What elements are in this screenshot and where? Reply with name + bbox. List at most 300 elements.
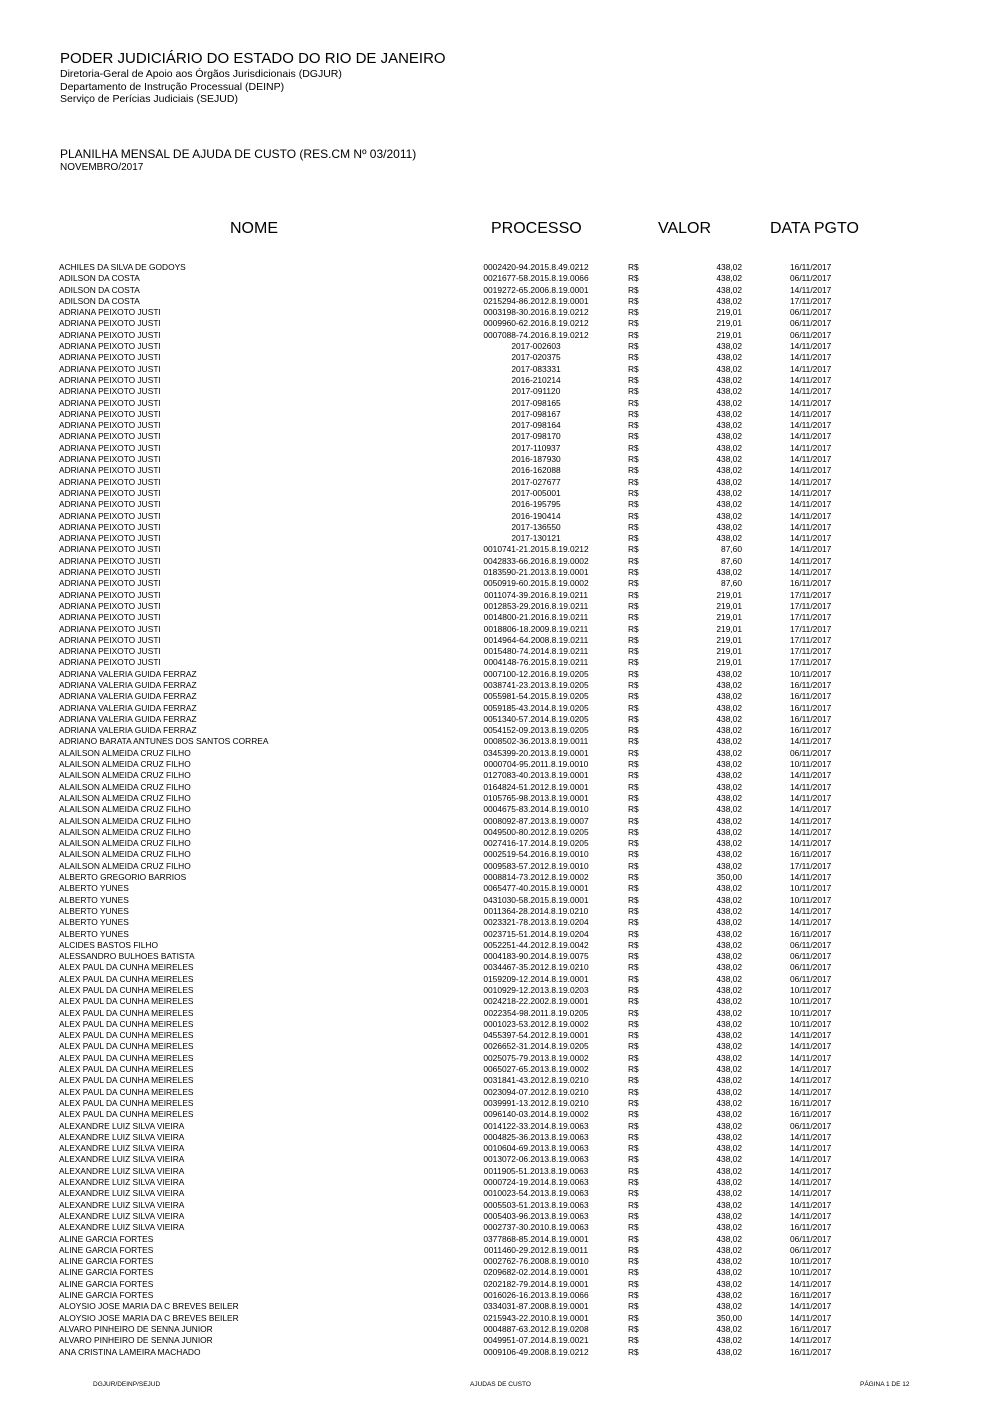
cell-data-pgto: 10/11/2017 [790, 759, 832, 770]
cell-currency: R$ [628, 510, 639, 521]
cell-nome: ALOYSIO JOSE MARIA DA C BREVES BEILER [59, 1301, 239, 1312]
cell-nome: ALBERTO YUNES [59, 894, 129, 905]
cell-data-pgto: 06/11/2017 [790, 1120, 832, 1131]
cell-currency: R$ [628, 725, 639, 736]
table-row [0, 1098, 1000, 1109]
cell-processo: 0215943-22.2010.8.19.0001 [483, 1312, 589, 1323]
cell-nome: ALEX PAUL DA CUNHA MEIRELES [59, 985, 194, 995]
cell-nome: ALEX PAUL DA CUNHA MEIRELES [59, 1052, 194, 1063]
cell-data-pgto: 17/11/2017 [790, 600, 832, 611]
table-row [0, 1211, 1000, 1222]
cell-valor: 438,02 [716, 917, 742, 928]
cell-data-pgto: 16/11/2017 [790, 1323, 832, 1334]
column-header-nome: NOME [230, 220, 278, 237]
cell-processo: 0164824-51.2012.8.19.0001 [483, 781, 589, 792]
cell-currency: R$ [628, 521, 639, 532]
cell-valor: 438,02 [716, 792, 742, 803]
table-row [0, 1200, 1000, 1211]
cell-processo: 0013072-06.2013.8.19.0063 [483, 1154, 589, 1165]
cell-currency: R$ [628, 634, 639, 645]
column-header-processo: PROCESSO [491, 220, 582, 237]
cell-processo: 0007100-12.2016.8.19.0205 [483, 668, 589, 679]
cell-nome: ALAILSON ALMEIDA CRUZ FILHO [59, 759, 191, 770]
cell-valor: 438,02 [716, 1199, 742, 1210]
cell-data-pgto: 16/11/2017 [790, 928, 832, 939]
cell-nome: ADRIANA PEIXOTO JUSTI [59, 487, 161, 498]
cell-processo: 0034467-35.2012.8.19.0210 [483, 962, 589, 973]
cell-data-pgto: 10/11/2017 [790, 1256, 832, 1267]
cell-valor: 438,02 [716, 386, 742, 397]
cell-data-pgto: 06/11/2017 [790, 951, 832, 962]
table-row [0, 736, 1000, 747]
cell-processo: 2017-020375 [511, 352, 561, 363]
cell-valor: 219,01 [716, 589, 742, 600]
cell-processo: 2017-098165 [511, 397, 561, 408]
cell-data-pgto: 10/11/2017 [790, 1007, 832, 1018]
cell-currency: R$ [628, 487, 639, 498]
cell-valor: 438,02 [716, 1007, 742, 1018]
cell-valor: 438,02 [716, 815, 742, 826]
cell-data-pgto: 14/11/2017 [790, 1154, 832, 1165]
table-row [0, 804, 1000, 815]
cell-nome: ADRIANA PEIXOTO JUSTI [59, 499, 161, 510]
cell-nome: ALEXANDRE LUIZ SILVA VIEIRA [59, 1131, 185, 1142]
cell-valor: 438,02 [716, 1256, 742, 1267]
table-row [0, 1177, 1000, 1188]
table-row [0, 816, 1000, 827]
cell-processo: 0011364-28.2014.8.19.0210 [483, 905, 589, 916]
cell-data-pgto: 17/11/2017 [790, 646, 832, 657]
cell-data-pgto: 14/11/2017 [790, 284, 832, 295]
cell-currency: R$ [628, 318, 639, 329]
cell-processo: 0014122-33.2014.8.19.0063 [483, 1120, 589, 1131]
cell-currency: R$ [628, 397, 639, 408]
cell-nome: ADRIANA VALERIA GUIDA FERRAZ [59, 713, 197, 724]
cell-currency: R$ [628, 792, 639, 803]
table-row [0, 1030, 1000, 1041]
cell-processo: 0105765-98.2013.8.19.0001 [483, 792, 589, 803]
cell-nome: ALEXANDRE LUIZ SILVA VIEIRA [59, 1165, 185, 1176]
cell-data-pgto: 14/11/2017 [790, 1301, 832, 1312]
footer-document-name: AJUDAS DE CUSTO [470, 1381, 531, 1388]
cell-valor: 438,02 [716, 1120, 742, 1131]
cell-valor: 438,02 [716, 973, 742, 984]
cell-nome: ALINE GARCIA FORTES [59, 1244, 154, 1255]
cell-processo: 0014964-64.2008.8.19.0211 [483, 634, 589, 645]
cell-data-pgto: 14/11/2017 [790, 465, 832, 476]
cell-nome: ADRIANA PEIXOTO JUSTI [59, 352, 161, 363]
cell-processo: 0002762-76.2008.8.19.0010 [483, 1256, 589, 1267]
cell-currency: R$ [628, 1109, 639, 1120]
cell-data-pgto: 06/11/2017 [790, 962, 832, 973]
table-row [0, 1290, 1000, 1301]
cell-nome: ALEX PAUL DA CUNHA MEIRELES [59, 1109, 194, 1120]
cell-valor: 87,60 [721, 544, 742, 555]
cell-valor: 87,60 [721, 578, 742, 589]
payment-table [0, 262, 1000, 1358]
table-row [0, 782, 1000, 793]
cell-nome: ADRIANA PEIXOTO JUSTI [59, 386, 161, 397]
cell-data-pgto: 14/11/2017 [790, 567, 832, 578]
cell-valor: 438,02 [716, 397, 742, 408]
cell-nome: ADRIANA PEIXOTO JUSTI [59, 476, 161, 487]
cell-data-pgto: 06/11/2017 [790, 1244, 832, 1255]
cell-nome: ADRIANA PEIXOTO JUSTI [59, 420, 161, 431]
cell-valor: 219,01 [716, 657, 742, 668]
cell-processo: 2016-162088 [511, 465, 561, 476]
cell-currency: R$ [628, 1064, 639, 1075]
cell-currency: R$ [628, 589, 639, 600]
cell-currency: R$ [628, 1097, 639, 1108]
table-row [0, 511, 1000, 522]
cell-processo: 0004675-83.2014.8.19.0010 [483, 804, 589, 815]
cell-data-pgto: 16/11/2017 [790, 849, 832, 860]
cell-nome: ALBERTO YUNES [59, 917, 129, 928]
cell-currency: R$ [628, 578, 639, 589]
table-row [0, 996, 1000, 1007]
cell-nome: ALAILSON ALMEIDA CRUZ FILHO [59, 747, 191, 758]
cell-valor: 438,02 [716, 1165, 742, 1176]
cell-processo: 0011905-51.2013.8.19.0063 [483, 1165, 589, 1176]
table-row [0, 477, 1000, 488]
cell-currency: R$ [628, 1244, 639, 1255]
cell-processo: 0000704-95.2011.8.19.0010 [483, 759, 589, 770]
table-row [0, 680, 1000, 691]
cell-nome: ADRIANA PEIXOTO JUSTI [59, 510, 161, 521]
cell-valor: 438,02 [716, 1109, 742, 1120]
table-row [0, 488, 1000, 499]
cell-nome: ALAILSON ALMEIDA CRUZ FILHO [59, 849, 191, 860]
cell-nome: ALBERTO YUNES [59, 883, 129, 894]
cell-data-pgto: 06/11/2017 [790, 273, 832, 284]
cell-processo: 0018806-18.2009.8.19.0211 [483, 623, 589, 634]
footer-department: DGJUR/DEINP/SEJUD [93, 1381, 161, 1388]
cell-processo: 0039991-13.2012.8.19.0210 [483, 1097, 589, 1108]
table-row [0, 1053, 1000, 1064]
table-row [0, 1154, 1000, 1165]
cell-valor: 438,02 [716, 826, 742, 837]
table-row [0, 465, 1000, 476]
table-row [0, 454, 1000, 465]
table-row [0, 262, 1000, 273]
cell-data-pgto: 17/11/2017 [790, 589, 832, 600]
cell-processo: 0010741-21.2015.8.19.0212 [483, 544, 589, 555]
cell-valor: 438,02 [716, 905, 742, 916]
cell-processo: 0022354-98.2011.8.19.0205 [483, 1007, 589, 1018]
cell-valor: 438,02 [716, 668, 742, 679]
table-row [0, 759, 1000, 770]
cell-processo: 0003198-30.2016.8.19.0212 [483, 307, 589, 318]
cell-processo: 2017-091120 [511, 386, 561, 397]
cell-data-pgto: 14/11/2017 [790, 420, 832, 431]
table-row [0, 1256, 1000, 1267]
cell-currency: R$ [628, 883, 639, 894]
cell-currency: R$ [628, 1177, 639, 1188]
table-row [0, 1075, 1000, 1086]
cell-currency: R$ [628, 1312, 639, 1323]
cell-data-pgto: 17/11/2017 [790, 860, 832, 871]
table-row [0, 544, 1000, 555]
cell-valor: 438,02 [716, 1131, 742, 1142]
table-row [0, 703, 1000, 714]
org-title: PODER JUDICIÁRIO DO ESTADO DO RIO DE JANEIRO [60, 50, 446, 67]
cell-currency: R$ [628, 1256, 639, 1267]
cell-valor: 438,02 [716, 1064, 742, 1075]
cell-currency: R$ [628, 781, 639, 792]
cell-valor: 438,02 [716, 996, 742, 1007]
cell-data-pgto: 16/11/2017 [790, 578, 832, 589]
table-row [0, 375, 1000, 386]
cell-data-pgto: 06/11/2017 [790, 973, 832, 984]
cell-nome: ALBERTO YUNES [59, 928, 129, 939]
cell-currency: R$ [628, 962, 639, 973]
cell-valor: 438,02 [716, 1177, 742, 1188]
table-row [0, 827, 1000, 838]
table-row [0, 929, 1000, 940]
table-row [0, 307, 1000, 318]
cell-processo: 0023094-07.2012.8.19.0210 [483, 1086, 589, 1097]
table-row [0, 1041, 1000, 1052]
table-row [0, 838, 1000, 849]
cell-valor: 219,01 [716, 600, 742, 611]
cell-processo: 0042833-66.2016.8.19.0002 [483, 555, 589, 566]
table-row [0, 386, 1000, 397]
table-row [0, 917, 1000, 928]
table-row [0, 985, 1000, 996]
cell-data-pgto: 14/11/2017 [790, 442, 832, 453]
cell-processo: 0004183-90.2014.8.19.0075 [483, 951, 589, 962]
cell-processo: 0025075-79.2013.8.19.0002 [483, 1052, 589, 1063]
cell-currency: R$ [628, 917, 639, 928]
cell-currency: R$ [628, 872, 639, 883]
table-row [0, 1087, 1000, 1098]
cell-currency: R$ [628, 533, 639, 544]
cell-processo: 0215294-86.2012.8.19.0001 [483, 295, 589, 306]
cell-nome: ADRIANA PEIXOTO JUSTI [59, 634, 161, 645]
cell-nome: ADRIANA VALERIA GUIDA FERRAZ [59, 679, 197, 690]
cell-processo: 0209682-02.2014.8.19.0001 [483, 1267, 589, 1278]
cell-nome: ADRIANA PEIXOTO JUSTI [59, 329, 161, 340]
cell-valor: 438,02 [716, 1335, 742, 1346]
cell-nome: ADRIANA PEIXOTO JUSTI [59, 363, 161, 374]
table-row [0, 940, 1000, 951]
cell-valor: 219,01 [716, 318, 742, 329]
cell-currency: R$ [628, 499, 639, 510]
document-header [60, 50, 446, 106]
cell-data-pgto: 14/11/2017 [790, 1052, 832, 1063]
cell-valor: 438,02 [716, 363, 742, 374]
cell-currency: R$ [628, 1030, 639, 1041]
cell-nome: ADRIANA PEIXOTO JUSTI [59, 318, 161, 329]
cell-processo: 2017-002603 [511, 341, 561, 352]
cell-processo: 0001023-53.2012.8.19.0002 [483, 1018, 589, 1029]
table-row [0, 1166, 1000, 1177]
cell-data-pgto: 14/11/2017 [790, 533, 832, 544]
cell-processo: 0015480-74.2014.8.19.0211 [483, 646, 589, 657]
cell-nome: ALEXANDRE LUIZ SILVA VIEIRA [59, 1188, 185, 1199]
cell-valor: 438,02 [716, 442, 742, 453]
cell-nome: ADRIANA PEIXOTO JUSTI [59, 341, 161, 352]
cell-nome: ADRIANA PEIXOTO JUSTI [59, 307, 161, 318]
table-row [0, 1064, 1000, 1075]
cell-currency: R$ [628, 1154, 639, 1165]
cell-valor: 438,02 [716, 1323, 742, 1334]
cell-data-pgto: 10/11/2017 [790, 996, 832, 1007]
table-row [0, 533, 1000, 544]
cell-valor: 438,02 [716, 1188, 742, 1199]
cell-processo: 0334031-87.2008.8.19.0001 [483, 1301, 589, 1312]
cell-data-pgto: 14/11/2017 [790, 374, 832, 385]
cell-nome: ACHILES DA SILVA DE GODOYS [59, 262, 186, 272]
cell-valor: 438,02 [716, 284, 742, 295]
cell-processo: 0012853-29.2016.8.19.0211 [483, 600, 589, 611]
cell-valor: 438,02 [716, 465, 742, 476]
cell-data-pgto: 14/11/2017 [790, 736, 832, 747]
cell-processo: 0065027-65.2013.8.19.0002 [483, 1064, 589, 1075]
cell-nome: ALAILSON ALMEIDA CRUZ FILHO [59, 804, 191, 815]
cell-valor: 438,02 [716, 759, 742, 770]
cell-nome: ADRIANA PEIXOTO JUSTI [59, 623, 161, 634]
cell-currency: R$ [628, 555, 639, 566]
cell-currency: R$ [628, 476, 639, 487]
cell-data-pgto: 14/11/2017 [790, 917, 832, 928]
cell-nome: ADRIANA PEIXOTO JUSTI [59, 521, 161, 532]
cell-data-pgto: 17/11/2017 [790, 623, 832, 634]
cell-valor: 438,02 [716, 951, 742, 962]
cell-data-pgto: 16/11/2017 [790, 1346, 832, 1357]
cell-valor: 438,02 [716, 1267, 742, 1278]
cell-valor: 219,01 [716, 307, 742, 318]
table-row [0, 906, 1000, 917]
cell-valor: 438,02 [716, 1222, 742, 1233]
cell-currency: R$ [628, 1267, 639, 1278]
cell-data-pgto: 16/11/2017 [790, 679, 832, 690]
cell-currency: R$ [628, 307, 639, 318]
cell-processo: 0431030-58.2015.8.19.0001 [483, 894, 589, 905]
cell-data-pgto: 06/11/2017 [790, 1233, 832, 1244]
cell-processo: 0000724-19.2014.8.19.0063 [483, 1177, 589, 1188]
cell-valor: 438,02 [716, 1018, 742, 1029]
cell-processo: 2017-098167 [511, 408, 561, 419]
cell-data-pgto: 16/11/2017 [790, 725, 832, 736]
cell-processo: 0065477-40.2015.8.19.0001 [483, 883, 589, 894]
cell-currency: R$ [628, 1143, 639, 1154]
table-row [0, 883, 1000, 894]
cell-processo: 0455397-54.2012.8.19.0001 [483, 1030, 589, 1041]
cell-currency: R$ [628, 374, 639, 385]
cell-processo: 0009960-62.2016.8.19.0212 [483, 318, 589, 329]
cell-data-pgto: 14/11/2017 [790, 386, 832, 397]
cell-valor: 438,02 [716, 420, 742, 431]
cell-data-pgto: 14/11/2017 [790, 1030, 832, 1041]
cell-nome: ALEX PAUL DA CUNHA MEIRELES [59, 1007, 194, 1018]
table-row [0, 1222, 1000, 1233]
cell-data-pgto: 14/11/2017 [790, 1075, 832, 1086]
cell-data-pgto: 10/11/2017 [790, 894, 832, 905]
cell-valor: 219,01 [716, 329, 742, 340]
cell-data-pgto: 06/11/2017 [790, 318, 832, 329]
cell-nome: ADRIANA PEIXOTO JUSTI [59, 431, 161, 442]
cell-valor: 438,02 [716, 521, 742, 532]
table-row [0, 522, 1000, 533]
cell-valor: 438,02 [716, 781, 742, 792]
cell-data-pgto: 14/11/2017 [790, 499, 832, 510]
cell-processo: 2017-005001 [511, 487, 561, 498]
cell-processo: 2017-098164 [511, 420, 561, 431]
cell-currency: R$ [628, 1222, 639, 1233]
cell-valor: 438,02 [716, 1086, 742, 1097]
cell-data-pgto: 14/11/2017 [790, 397, 832, 408]
cell-data-pgto: 16/11/2017 [790, 1097, 832, 1108]
cell-processo: 0052251-44.2012.8.19.0042 [483, 939, 589, 950]
cell-currency: R$ [628, 894, 639, 905]
cell-currency: R$ [628, 1278, 639, 1289]
cell-currency: R$ [628, 928, 639, 939]
cell-data-pgto: 14/11/2017 [790, 1188, 832, 1199]
cell-valor: 438,02 [716, 567, 742, 578]
cell-processo: 0183590-21.2013.8.19.0001 [483, 567, 589, 578]
cell-nome: ALAILSON ALMEIDA CRUZ FILHO [59, 792, 191, 803]
cell-processo: 0345399-20.2013.8.19.0001 [483, 747, 589, 758]
table-row [0, 1301, 1000, 1312]
cell-currency: R$ [628, 657, 639, 668]
cell-data-pgto: 06/11/2017 [790, 329, 832, 340]
cell-currency: R$ [628, 454, 639, 465]
cell-nome: ALOYSIO JOSE MARIA DA C BREVES BEILER [59, 1312, 239, 1323]
cell-valor: 438,02 [716, 985, 742, 995]
cell-currency: R$ [628, 646, 639, 657]
cell-valor: 438,02 [716, 341, 742, 352]
cell-nome: ADRIANA PEIXOTO JUSTI [59, 397, 161, 408]
cell-processo: 0010023-54.2013.8.19.0063 [483, 1188, 589, 1199]
cell-currency: R$ [628, 442, 639, 453]
cell-nome: ALEX PAUL DA CUNHA MEIRELES [59, 1064, 194, 1075]
cell-nome: ADRIANA PEIXOTO JUSTI [59, 408, 161, 419]
cell-processo: 0021677-58.2015.8.19.0066 [483, 273, 589, 284]
cell-currency: R$ [628, 860, 639, 871]
cell-valor: 219,01 [716, 634, 742, 645]
cell-processo: 2017-027677 [511, 476, 561, 487]
cell-nome: ALAILSON ALMEIDA CRUZ FILHO [59, 770, 191, 781]
cell-processo: 0004825-36.2013.8.19.0063 [483, 1131, 589, 1142]
report-title-block [60, 147, 416, 174]
cell-valor: 438,02 [716, 1244, 742, 1255]
cell-currency: R$ [628, 1346, 639, 1357]
cell-nome: ADRIANA PEIXOTO JUSTI [59, 646, 161, 657]
cell-currency: R$ [628, 1120, 639, 1131]
cell-data-pgto: 14/11/2017 [790, 1312, 832, 1323]
table-row [0, 1109, 1000, 1120]
cell-nome: ALAILSON ALMEIDA CRUZ FILHO [59, 815, 191, 826]
column-header-data-pgto: DATA PGTO [770, 220, 859, 237]
cell-processo: 0014800-21.2016.8.19.0211 [483, 612, 589, 623]
cell-nome: ADRIANA PEIXOTO JUSTI [59, 578, 161, 589]
cell-processo: 0016026-16.2013.8.19.0066 [483, 1290, 589, 1301]
cell-data-pgto: 06/11/2017 [790, 307, 832, 318]
cell-data-pgto: 14/11/2017 [790, 1041, 832, 1052]
cell-valor: 438,02 [716, 1041, 742, 1052]
cell-processo: 2017-098170 [511, 431, 561, 442]
cell-nome: ALEX PAUL DA CUNHA MEIRELES [59, 1018, 194, 1029]
cell-nome: ALINE GARCIA FORTES [59, 1290, 154, 1301]
cell-processo: 0096140-03.2014.8.19.0002 [483, 1109, 589, 1120]
cell-data-pgto: 14/11/2017 [790, 826, 832, 837]
cell-valor: 438,02 [716, 713, 742, 724]
cell-nome: ALEXANDRE LUIZ SILVA VIEIRA [59, 1199, 185, 1210]
cell-data-pgto: 14/11/2017 [790, 431, 832, 442]
cell-valor: 438,02 [716, 1290, 742, 1301]
cell-valor: 438,02 [716, 702, 742, 713]
